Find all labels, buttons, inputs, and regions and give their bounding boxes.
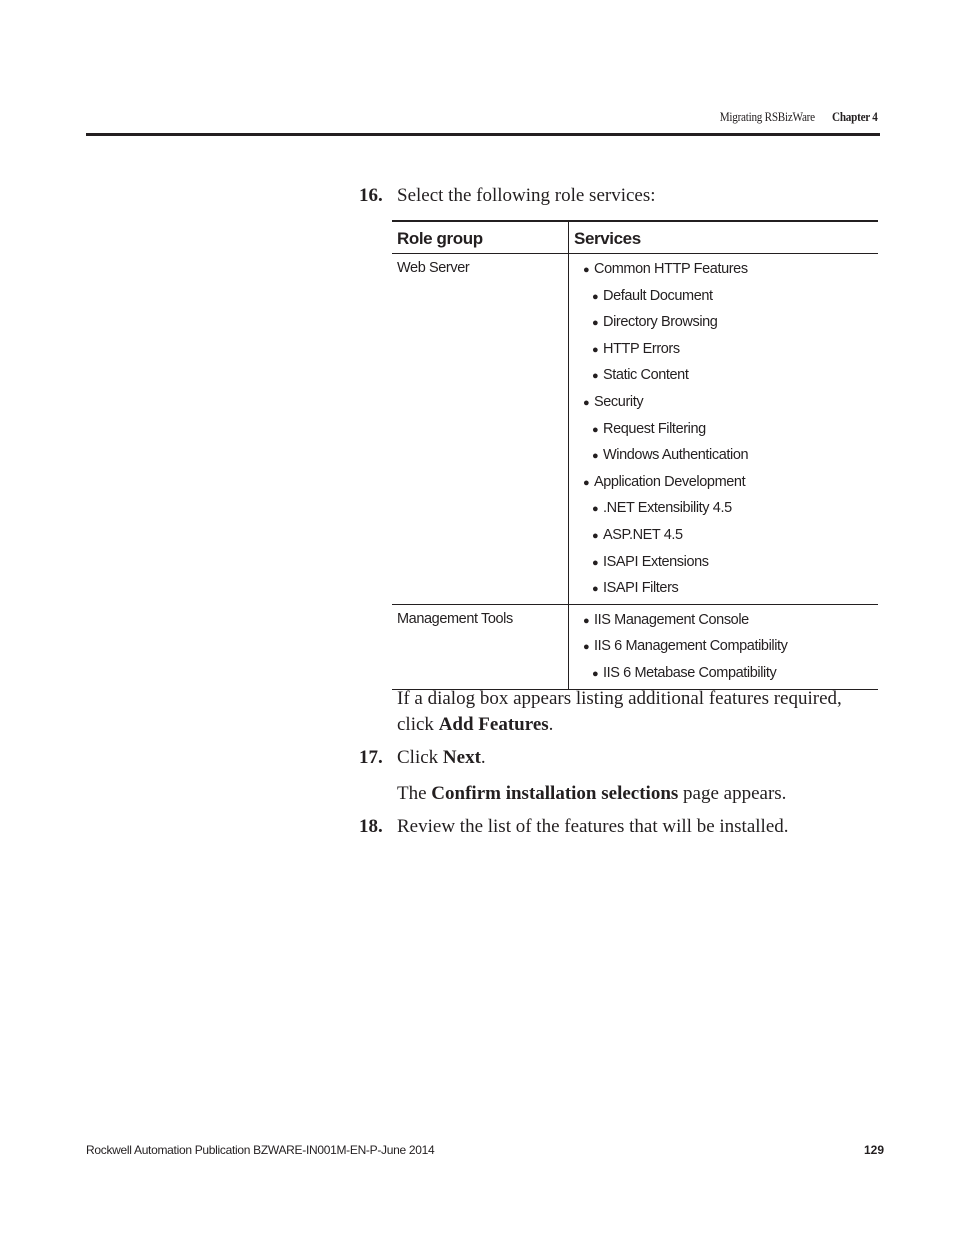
confirm-page-term: Confirm installation selections (431, 783, 679, 804)
footer-publication: Rockwell Automation Publication BZWARE-IN001M-EN-P-June 2014 (86, 1143, 435, 1157)
column-header-role-group: Role group (392, 221, 569, 254)
header-rule (86, 133, 880, 136)
bullet-icon: ● (592, 529, 599, 542)
column-header-services: Services (569, 221, 879, 254)
service-item (574, 471, 873, 498)
service-label: IIS 6 Management Compatibility (594, 638, 788, 655)
table-row (392, 604, 878, 689)
bullet-icon: ● (583, 264, 590, 276)
step-number: 17. (359, 747, 383, 768)
services-cell (569, 604, 879, 689)
service-item (574, 285, 873, 312)
service-label: Application Development (594, 473, 746, 490)
add-features-term: Add Features (438, 714, 549, 735)
bullet-icon: ● (592, 370, 599, 383)
bullet-icon: ● (592, 343, 599, 356)
service-item (574, 635, 873, 662)
step-17: 17. Click Next. (359, 747, 486, 768)
bullet-icon: ● (583, 614, 590, 627)
service-label: IIS 6 Metabase Compatibility (603, 664, 777, 681)
service-label: HTTP Errors (603, 340, 680, 357)
service-label: ISAPI Filters (603, 580, 679, 597)
confirm-note: The Confirm installation selections page appears. (397, 783, 787, 804)
service-label: Common HTTP Features (594, 261, 748, 277)
bullet-icon: ● (592, 450, 599, 463)
service-item (574, 662, 873, 689)
bullet-icon: ● (592, 503, 599, 516)
role-services-table (392, 220, 878, 690)
service-item (574, 444, 873, 471)
bullet-icon: ● (583, 641, 590, 654)
service-item (574, 577, 873, 604)
add-features-note: If a dialog box appears listing additional features required, click Add Features. (397, 688, 842, 735)
role-group-cell: Management Tools (392, 604, 569, 689)
step-number: 18. (359, 816, 383, 837)
step-text: Select the following role services: (397, 185, 656, 206)
bullet-icon: ● (583, 396, 590, 409)
service-item (574, 551, 873, 578)
service-label: IIS Management Console (594, 611, 749, 628)
table-header-row (392, 221, 878, 254)
service-label: Static Content (603, 367, 689, 384)
service-item (574, 418, 873, 445)
service-label: Windows Authentication (603, 447, 749, 464)
step-text: Review the list of the features that will be installed. (397, 816, 789, 837)
bullet-icon: ● (583, 476, 590, 489)
running-header (720, 109, 878, 125)
service-item (574, 311, 873, 338)
header-chapter: Chapter 4 (832, 109, 878, 124)
service-item (574, 609, 873, 636)
step-16 (359, 185, 656, 207)
bullet-icon: ● (592, 317, 599, 330)
service-item (574, 364, 873, 391)
services-cell (569, 254, 879, 605)
service-label: Default Document (603, 287, 713, 304)
role-group-cell: Web Server (392, 254, 569, 605)
page-number: 129 (863, 1143, 884, 1157)
service-label: .NET Extensibility 4.5 (603, 500, 732, 517)
service-label: Security (594, 393, 644, 410)
service-label: Directory Browsing (603, 314, 718, 331)
service-item (574, 497, 873, 524)
service-label: ASP.NET 4.5 (603, 526, 683, 543)
step-18 (359, 816, 789, 838)
service-item (574, 391, 873, 418)
service-item (574, 258, 873, 285)
service-label: Request Filtering (603, 420, 706, 437)
table-row (392, 254, 878, 605)
service-label: ISAPI Extensions (603, 553, 709, 570)
header-section: Migrating RSBizWare (720, 109, 816, 124)
bullet-icon: ● (592, 667, 599, 680)
step-number: 16. (359, 185, 383, 206)
bullet-icon: ● (592, 423, 599, 436)
bullet-icon: ● (592, 556, 599, 569)
bullet-icon: ● (592, 290, 599, 303)
next-term: Next (442, 747, 481, 768)
service-item (574, 338, 873, 365)
service-item (574, 524, 873, 551)
bullet-icon: ● (592, 583, 599, 596)
